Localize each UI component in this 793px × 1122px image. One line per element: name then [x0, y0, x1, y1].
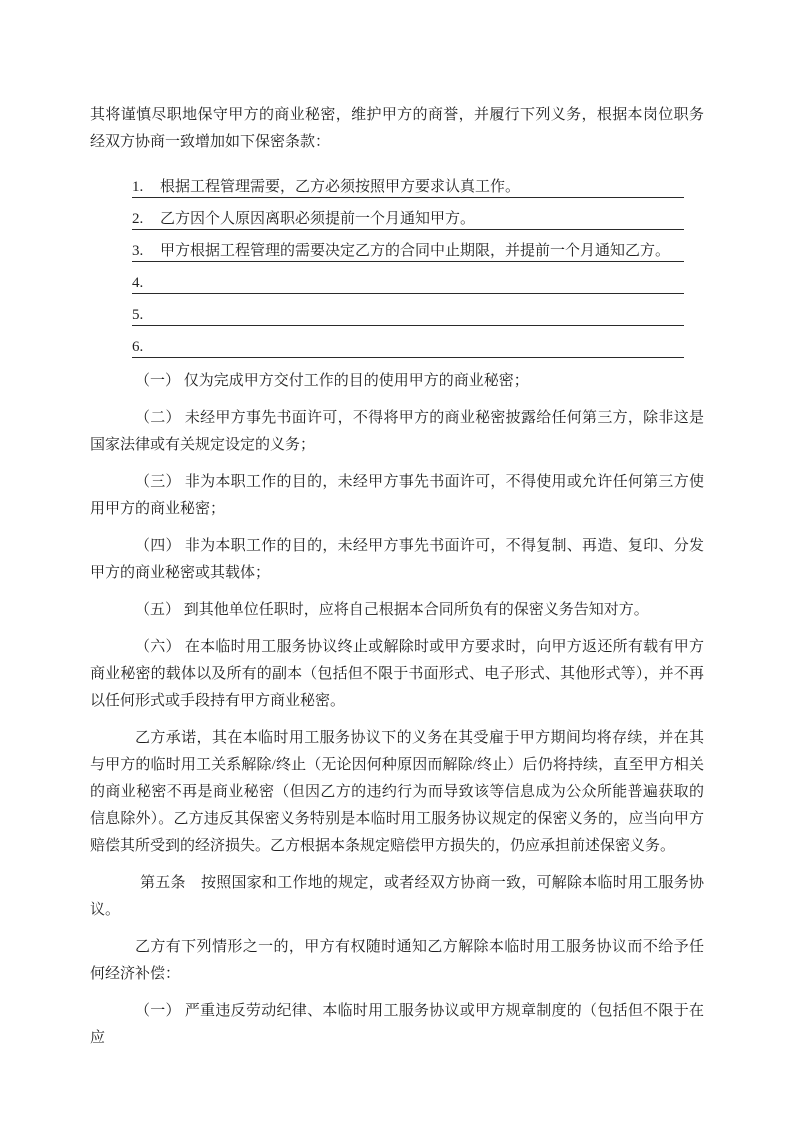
confidentiality-item-5: （五） 到其他单位任职时，应将自己根据本合同所负有的保密义务告知对方。	[135, 602, 649, 618]
item-text: 根据工程管理需要，乙方必须按照甲方要求认真工作。	[160, 179, 521, 195]
confidentiality-item-2: （二） 未经甲方事先书面许可，不得将甲方的商业秘密披露给任何第三方，除非这是国家法律或有关规定设定的义务；	[90, 410, 704, 453]
confidentiality-item-4: （四） 非为本职工作的目的，未经甲方事先书面许可，不得复制、再造、复印、分发甲方的商业秘密或其载体；	[90, 538, 704, 581]
article-five-paragraph: 第五条 按照国家和工作地的规定，或者经双方协商一致，可解除本临时用工服务协议。	[90, 875, 704, 918]
item-number: 4.	[132, 275, 144, 291]
item-number: 5.	[132, 307, 144, 323]
confidentiality-item-6: （六） 在本临时用工服务协议终止或解除时或甲方要求时，向甲方返还所有载有甲方商业秘密的载体以及所有的副本（包括但不限于书面形式、电子形式、其他形式等），并不再以任何形式或手段持有甲方商业秘密。	[90, 639, 704, 709]
numbered-item-1	[132, 166, 684, 198]
intro-paragraph: 其将谨慎尽职地保守甲方的商业秘密，维护甲方的商誉，并履行下列义务，根据本岗位职务经双方协商一致增加如下保密条款：	[90, 107, 704, 150]
confidentiality-item-1: （一） 仅为完成甲方交付工作的目的使用甲方的商业秘密；	[135, 373, 529, 389]
numbered-item-5-blank	[132, 294, 684, 326]
item-number: 1.	[132, 179, 144, 195]
numbered-item-3	[132, 230, 684, 262]
item-text: 乙方因个人原因离职必须提前一个月通知甲方。	[160, 211, 476, 227]
termination-item-1: （一） 严重违反劳动纪律、本临时用工服务协议或甲方规章制度的（包括但不限于在应	[90, 1003, 704, 1046]
commitment-paragraph: 乙方承诺，其在本临时用工服务协议下的义务在其受雇于甲方期间均将存续，并在其与甲方的临时用工关系解除/终止（无论因何种原因而解除/终止）后仍将持续，直至甲方相关的商业秘密不再是商业秘密（但因乙方的违约行为而导致该等信息成为公众所能普遍获取的信息除外）。乙方违反其保密义务特别是本临时用工服务协议规定的保密义务的，应当向甲方赔偿其所受到的经济损失。乙方根据本条规定赔偿甲方损失的，仍应承担前述保密义务。	[90, 730, 704, 854]
item-number: 2.	[132, 211, 144, 227]
item-number: 3.	[132, 243, 144, 259]
document-content	[90, 102, 704, 1062]
item-number: 6.	[132, 339, 144, 355]
numbered-item-6-blank	[132, 326, 684, 358]
termination-intro-paragraph: 乙方有下列情形之一的，甲方有权随时通知乙方解除本临时用工服务协议而不给予任何经济补偿：	[90, 939, 704, 982]
numbered-item-2	[132, 198, 684, 230]
item-text: 甲方根据工程管理的需要决定乙方的合同中止期限，并提前一个月通知乙方。	[160, 243, 671, 259]
numbered-item-4-blank	[132, 262, 684, 294]
numbered-list	[90, 166, 704, 358]
confidentiality-item-3: （三） 非为本职工作的目的，未经甲方事先书面许可，不得使用或允许任何第三方使用甲方的商业秘密；	[90, 474, 704, 517]
